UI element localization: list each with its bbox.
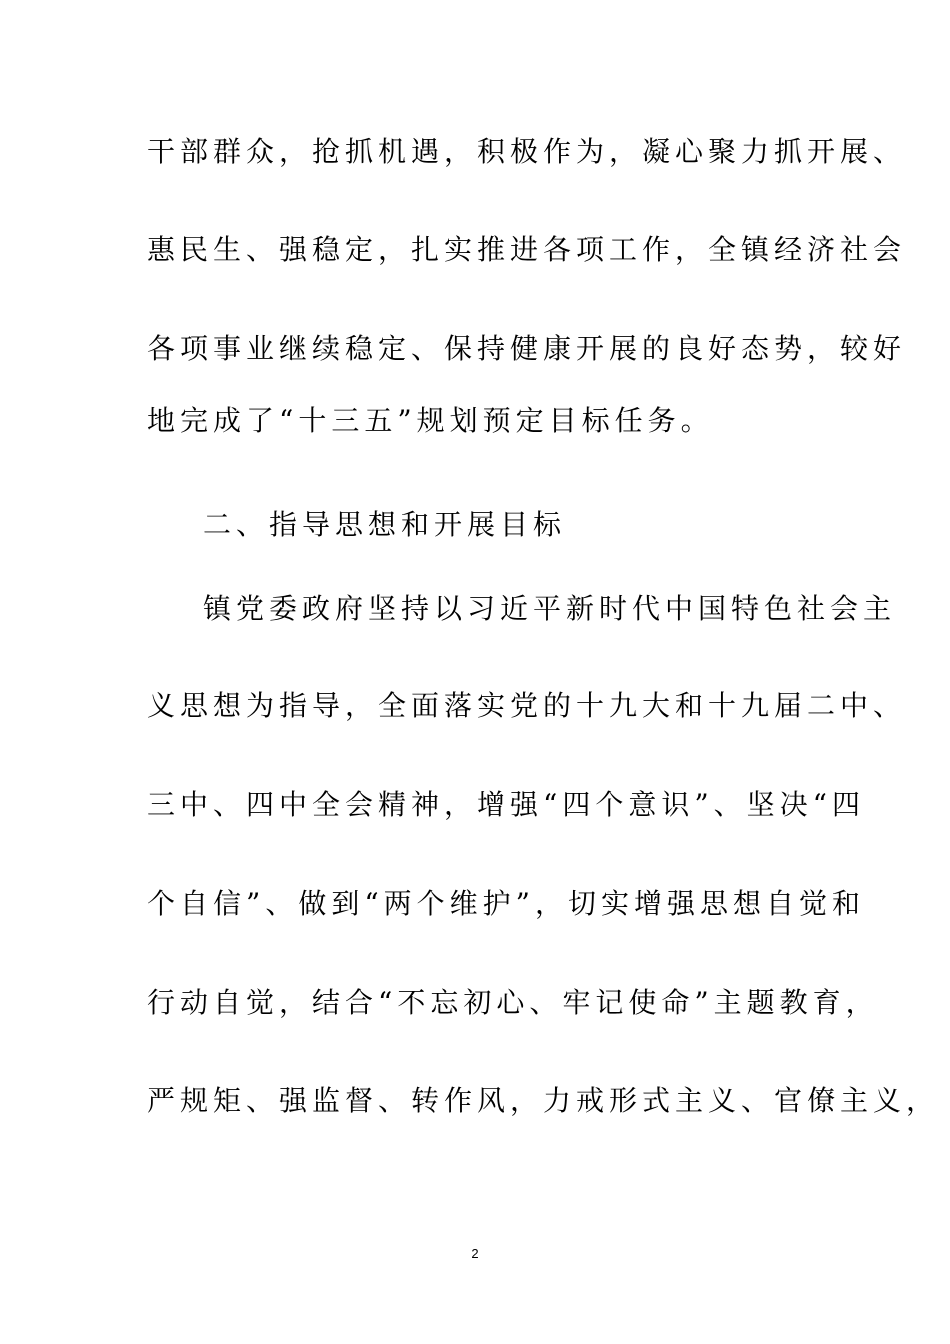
paragraph-line: 义思想为指导，全面落实党的十九大和十九届二中、	[147, 689, 907, 722]
paragraph-line: 地完成了“十三五”规划预定目标任务。	[147, 404, 714, 437]
paragraph-line: 镇党委政府坚持以习近平新时代中国特色社会主	[203, 592, 897, 625]
paragraph-line: 个自信”、做到“两个维护”，切实增强思想自觉和	[147, 887, 865, 920]
paragraph-line: 三中、四中全会精神，增强“四个意识”、坚决“四	[147, 788, 865, 821]
paragraph-line: 干部群众，抢抓机遇，积极作为，凝心聚力抓开展、	[147, 135, 907, 168]
section-heading: 二、指导思想和开展目标	[203, 508, 567, 541]
paragraph-line: 各项事业继续稳定、保持健康开展的良好态势，较好	[147, 332, 907, 365]
paragraph-line: 行动自觉，结合“不忘初心、牢记使命”主题教育，	[147, 986, 879, 1019]
paragraph-line: 惠民生、强稳定，扎实推进各项工作，全镇经济社会	[147, 233, 907, 266]
paragraph-line: 严规矩、强监督、转作风，力戒形式主义、官僚主义，	[147, 1084, 940, 1117]
page-number: 2	[471, 1246, 479, 1261]
